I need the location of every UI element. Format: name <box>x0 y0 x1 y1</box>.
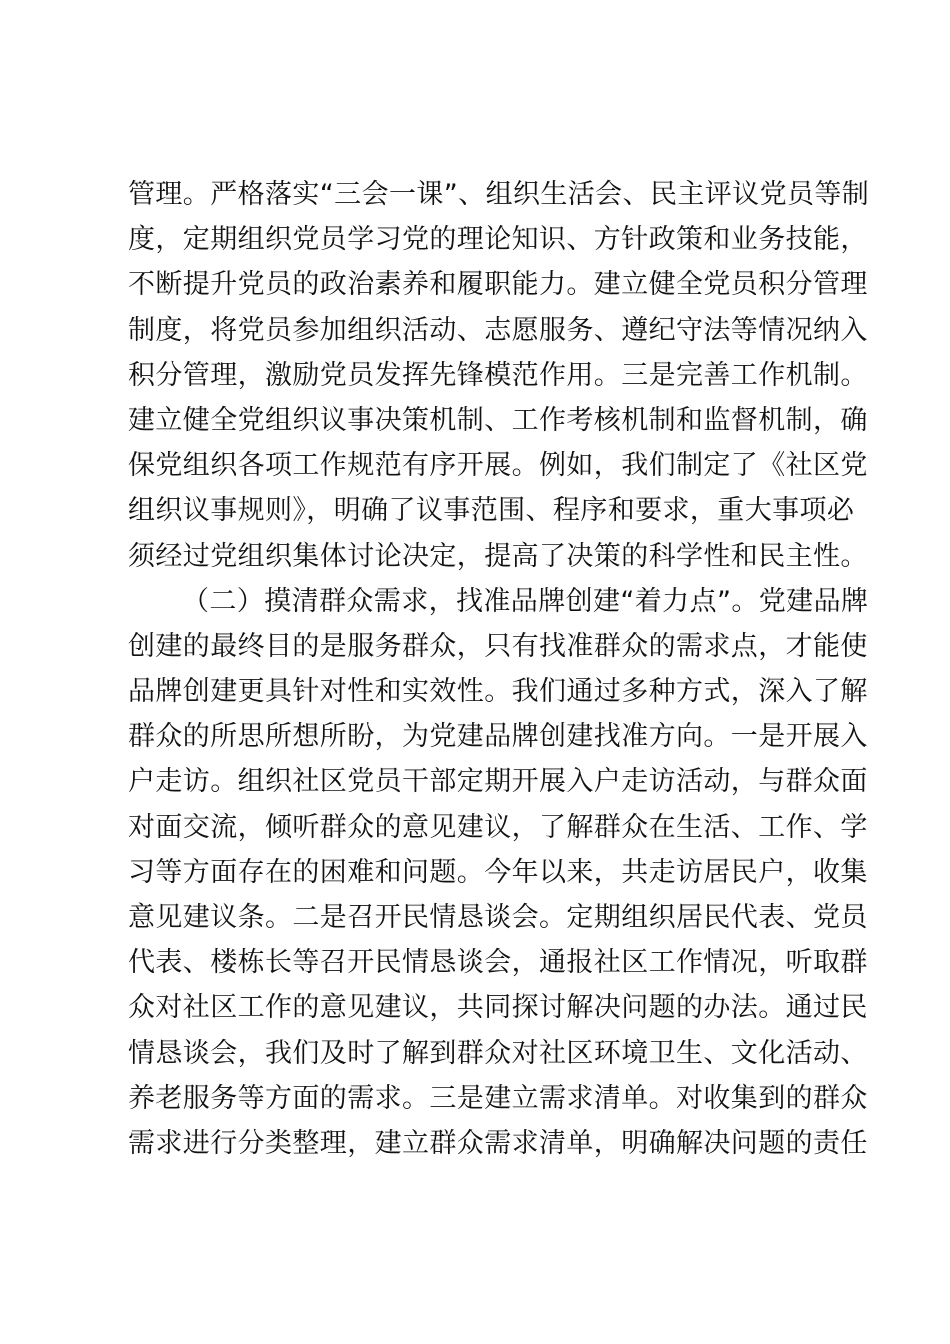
body-text <box>128 172 870 1166</box>
text-line: 创建的最终目的是服务群众，只有找准群众的需求点，才能使 <box>128 630 868 662</box>
text-line: 情恳谈会，我们及时了解到群众对社区环境卫生、文化活动、 <box>128 1037 868 1069</box>
text-line: 习等方面存在的困难和问题。今年以来，共走访居民户，收集 <box>128 856 868 888</box>
text-line: 制度，将党员参加组织活动、志愿服务、遵纪守法等情况纳入 <box>128 314 868 346</box>
text-line: 群众的所思所想所盼，为党建品牌创建找准方向。一是开展入 <box>128 721 868 753</box>
text-line: 积分管理，激励党员发挥先锋模范作用。三是完善工作机制。 <box>128 359 868 391</box>
text-line: 管理。严格落实“三会一课”、组织生活会、民主评议党员等制 <box>128 179 870 210</box>
text-line: 度，定期组织党员学习党的理论知识、方针政策和业务技能， <box>128 224 868 256</box>
text-line: 对面交流，倾听群众的意见建议，了解群众在生活、工作、学 <box>128 811 868 843</box>
text-line: 代表、楼栋长等召开民情恳谈会，通报社区工作情况，听取群 <box>128 947 868 979</box>
text-line: 保党组织各项工作规范有序开展。例如，我们制定了《社区党 <box>128 450 868 482</box>
text-line: 户走访。组织社区党员干部定期开展入户走访活动，与群众面 <box>128 766 868 798</box>
text-line: 需求进行分类整理，建立群众需求清单，明确解决问题的责任 <box>128 1127 868 1159</box>
section-heading-line: （二）摸清群众需求，找准品牌创建“着力点”。党建品牌 <box>182 585 869 617</box>
text-line: 众对社区工作的意见建议，共同探讨解决问题的办法。通过民 <box>128 992 868 1024</box>
text-line: 品牌创建更具针对性和实效性。我们通过多种方式，深入了解 <box>128 676 868 708</box>
text-line: 养老服务等方面的需求。三是建立需求清单。对收集到的群众 <box>128 1082 868 1114</box>
text-line: 建立健全党组织议事决策机制、工作考核机制和监督机制，确 <box>128 404 868 436</box>
text-line: 不断提升党员的政治素养和履职能力。建立健全党员积分管理 <box>128 269 868 301</box>
text-line: 组织议事规则》，明确了议事范围、程序和要求，重大事项必 <box>128 495 855 527</box>
text-line: 须经过党组织集体讨论决定，提高了决策的科学性和民主性。 <box>128 540 868 572</box>
text-line: 意见建议条。二是召开民情恳谈会。定期组织居民代表、党员 <box>128 902 868 933</box>
